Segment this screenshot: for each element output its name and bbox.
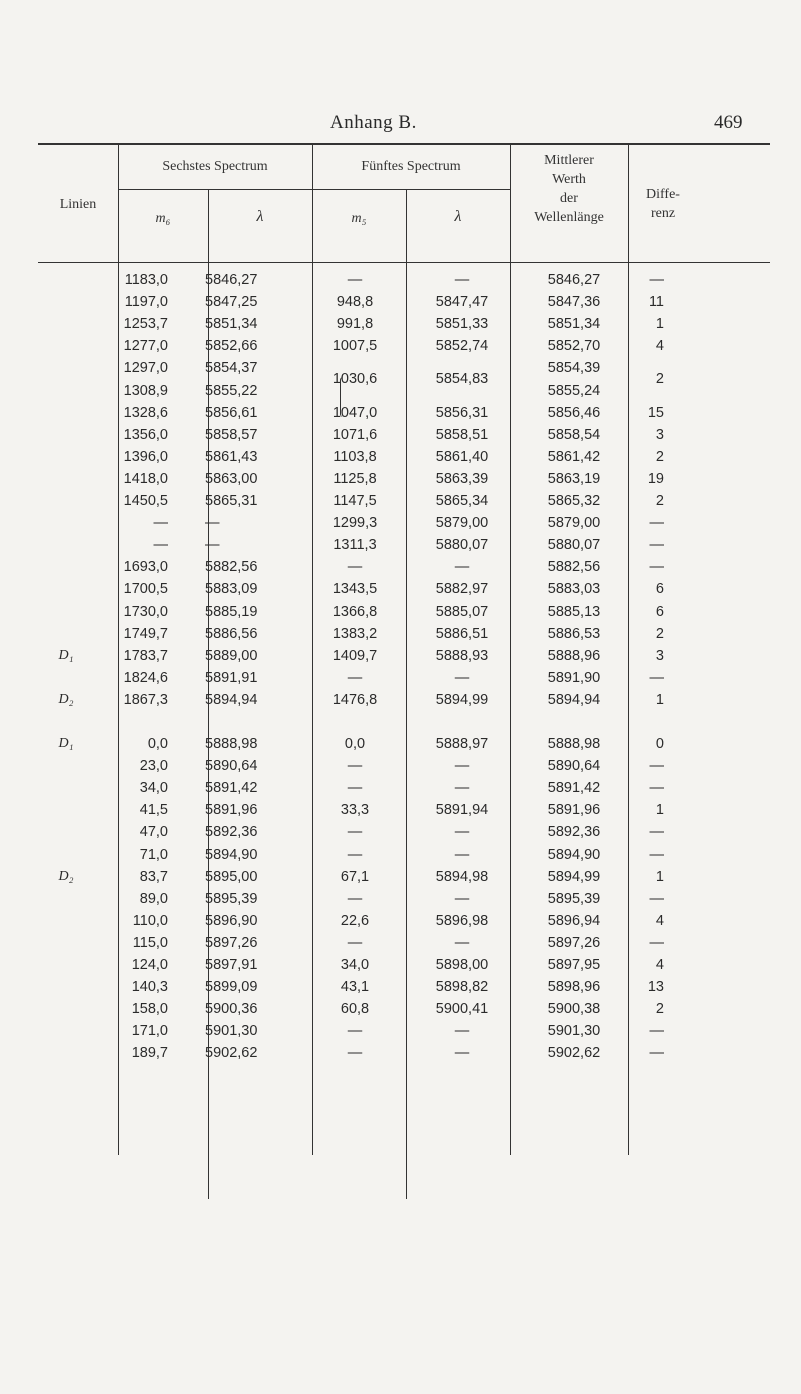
cell-m5: 1343,5 [332, 581, 378, 598]
cell-l6: — [205, 537, 220, 554]
cell-diff: 11 [648, 294, 664, 311]
header-mittlerer-line2: Werth [552, 172, 586, 187]
cell-l5: — [454, 846, 470, 863]
cell-l6: 5883,09 [205, 581, 258, 598]
cell-m6: 1418,0 [123, 470, 168, 487]
cell-m5: — [347, 1023, 363, 1040]
header-sechstes-spectrum: Sechstes Spectrum [162, 159, 268, 174]
cell-mean: 5895,39 [547, 890, 601, 907]
cell-l5: — [454, 824, 470, 841]
cell-mean: 5880,07 [547, 537, 601, 554]
cell-label [38, 998, 94, 1020]
cell-label [38, 910, 94, 932]
cell-label [38, 468, 94, 490]
cell-mean: 5896,94 [547, 912, 601, 929]
cell-m6: 1297,0 [123, 360, 168, 377]
cell-l5: — [454, 669, 470, 686]
cell-l6: 5902,62 [205, 1045, 258, 1062]
cell-m6: 158,0 [131, 1001, 168, 1018]
cell-l5: 5879,00 [435, 515, 489, 532]
cell-l6: 5900,36 [205, 1001, 258, 1018]
cell-label: D₁ [58, 647, 74, 663]
cell-l5: — [454, 780, 470, 797]
cell-diff: 6 [655, 603, 664, 620]
cell-label [38, 556, 94, 578]
cell-mean: 5858,54 [547, 426, 601, 443]
cell-l6: — [205, 515, 220, 532]
cell-m6: 1693,0 [123, 559, 168, 576]
cell-diff: 1 [655, 691, 664, 708]
cell-label [38, 844, 94, 866]
cell-l5: 5863,39 [435, 470, 489, 487]
vline-4 [406, 189, 407, 1199]
cell-m5: 1311,3 [333, 537, 377, 554]
header-m5-text: m₅ [351, 211, 367, 226]
cell-l6: 5858,57 [205, 426, 258, 443]
cell-m5: 1476,8 [332, 691, 378, 708]
cell-l6: 5889,00 [205, 647, 258, 664]
cell-label [38, 534, 94, 556]
cell-m6: 1328,6 [123, 404, 168, 421]
cell-m5: — [347, 272, 363, 288]
header-m5 [312, 209, 406, 228]
cell-m5: 1071,6 [332, 426, 378, 443]
cell-diff: 2 [655, 625, 664, 642]
cell-l6: 5846,27 [205, 272, 258, 288]
cell-l6: 5891,42 [205, 780, 258, 797]
cell-diff: 0 [655, 736, 664, 752]
cell-label [38, 335, 94, 357]
cell-label [38, 512, 94, 534]
cell-mean: 5854,39 [547, 360, 601, 377]
cell-m5: — [347, 1045, 363, 1062]
cell-l5: 5865,34 [435, 493, 489, 509]
cell-l5: 5891,94 [435, 802, 489, 819]
cell-m5: 43,1 [340, 979, 370, 996]
cell-m5: — [347, 559, 363, 576]
header-m6-text: m₆ [155, 211, 171, 226]
header-mittlerer-line1: Mittlerer [544, 153, 594, 168]
cell-m5 [318, 380, 392, 402]
cell-m5: — [347, 780, 363, 797]
subheader-rule [118, 189, 510, 190]
cell-label [38, 446, 94, 468]
cell-mean: 5851,34 [547, 316, 601, 333]
cell-m6: 34,0 [139, 780, 168, 797]
cell-mean: 5894,94 [547, 691, 601, 708]
cell-mean: 5846,27 [547, 272, 601, 288]
cell-m5: 1366,8 [332, 603, 378, 620]
cell-l6: 5886,56 [205, 625, 258, 642]
cell-diff: 4 [655, 338, 664, 355]
cell-m5: 1147,5 [333, 493, 377, 509]
cell-l6: 5895,00 [205, 868, 258, 885]
cell-m5: — [347, 669, 363, 686]
header-bottom-rule [38, 262, 770, 263]
cell-m6: 171,0 [131, 1023, 168, 1040]
cell-m5: 22,6 [340, 912, 370, 929]
cell-l5: — [454, 559, 470, 576]
cell-label [38, 402, 94, 424]
cell-l6: 5895,39 [205, 890, 258, 907]
cell-m6: 1396,0 [123, 448, 168, 465]
cell-label [38, 313, 94, 335]
cell-mean: 5879,00 [547, 515, 601, 532]
cell-diff [624, 380, 664, 402]
cell-l6: 5897,26 [205, 934, 258, 951]
cell-m6: 115,0 [132, 934, 168, 951]
cell-l6: 5896,90 [205, 912, 258, 929]
cell-l6: 5854,37 [205, 360, 258, 377]
cell-m5: 1007,5 [332, 338, 378, 355]
cell-l6: 5863,00 [205, 470, 258, 487]
cell-mean: 5888,98 [547, 736, 601, 752]
cell-diff: 2 [655, 448, 664, 465]
cell-m6: 71,0 [139, 846, 168, 863]
cell-l5: 5896,98 [435, 912, 489, 929]
cell-m6: — [153, 515, 168, 532]
cell-diff: — [649, 1045, 664, 1062]
cell-l5: 5858,51 [435, 426, 489, 443]
cell-l5: — [454, 758, 470, 775]
vline-5 [510, 145, 511, 1155]
cell-l5: 5852,74 [435, 338, 489, 355]
cell-m5: 0,0 [344, 736, 366, 752]
cell-l5: 5882,97 [435, 581, 489, 598]
cell-l6: 5856,61 [205, 404, 258, 421]
cell-mean: 5890,64 [547, 758, 601, 775]
cell-l5: 5847,47 [435, 294, 489, 311]
page-number: 469 [714, 112, 743, 133]
cell-l6: 5894,94 [205, 691, 258, 708]
cell-label [38, 1020, 94, 1042]
header-differenz [628, 185, 698, 223]
cell-diff: 15 [647, 404, 664, 421]
cell-diff: — [649, 559, 664, 576]
cell-l5: 5894,99 [435, 691, 489, 708]
header-mittlerer-line3: der [560, 191, 578, 206]
cell-diff: — [649, 1023, 664, 1040]
cell-diff: 4 [655, 912, 664, 929]
cell-label [38, 799, 94, 821]
cell-m5: — [347, 890, 363, 907]
cell-m6: 41,5 [139, 802, 168, 819]
cell-diff: 1 [655, 868, 664, 885]
cell-m6: 83,7 [139, 868, 168, 885]
cell-m6: 1183,0 [124, 272, 168, 288]
cell-m6: — [153, 537, 168, 554]
cell-m5: 991,8 [336, 316, 374, 333]
cell-label [38, 578, 94, 600]
cell-diff: — [649, 515, 664, 532]
header-lambda5-text: λ [454, 208, 462, 225]
cell-l5 [416, 380, 508, 402]
cell-mean: 5897,95 [547, 957, 601, 973]
cell-m6: 1749,7 [123, 625, 168, 642]
cell-m5: — [347, 824, 363, 841]
spectrum-table [38, 143, 770, 1173]
cell-label [38, 490, 94, 512]
cell-diff: 3 [655, 426, 664, 443]
cell-l6: 5851,34 [205, 316, 258, 333]
cell-mean: 5891,90 [547, 669, 601, 686]
cell-m6: 1730,0 [123, 603, 168, 620]
cell-diff: 13 [647, 979, 664, 996]
cell-m6: 1253,7 [123, 316, 168, 333]
cell-l5: 5900,41 [435, 1001, 489, 1018]
cell-m5: — [347, 934, 363, 951]
cell-m5: — [347, 758, 363, 775]
cell-l5: 5885,07 [435, 603, 489, 620]
cell-m6: 124,0 [131, 957, 168, 973]
cell-diff: 1 [655, 316, 664, 333]
cell-mean: 5863,19 [547, 470, 601, 487]
cell-label [38, 291, 94, 313]
cell-label [38, 269, 94, 291]
cell-diff: 2 [655, 1001, 664, 1018]
header-differenz-line1: Diffe- [646, 187, 680, 202]
cell-m6: 1450,5 [123, 493, 168, 509]
cell-m5: 1030,6 [332, 371, 378, 388]
cell-mean: 5856,46 [547, 404, 601, 421]
cell-m5: 34,0 [340, 957, 370, 973]
cell-label: D₁ [58, 736, 74, 751]
cell-label [38, 380, 94, 402]
cell-l6: 5888,98 [205, 736, 258, 752]
cell-m5: 67,1 [340, 868, 370, 885]
cell-diff: — [649, 824, 664, 841]
cell-diff: — [649, 669, 664, 686]
cell-m5: 1125,8 [333, 470, 377, 487]
cell-m6: 1783,7 [123, 647, 168, 664]
cell-l5: — [454, 1045, 470, 1062]
cell-l5: 5888,97 [435, 736, 489, 752]
page-header [0, 112, 801, 142]
cell-m5: 60,8 [340, 1001, 370, 1018]
cell-diff: 19 [647, 470, 664, 487]
cell-mean: 5900,38 [547, 1001, 601, 1018]
cell-label [38, 1042, 94, 1064]
cell-m6: 1700,5 [123, 581, 168, 598]
cell-m6: 0,0 [147, 736, 168, 752]
cell-mean: 5888,96 [547, 647, 601, 664]
header-linien: Linien [59, 197, 97, 212]
cell-label [38, 954, 94, 976]
cell-mean: 5898,96 [547, 979, 601, 996]
cell-m6: 1308,9 [123, 382, 168, 399]
cell-mean: 5901,30 [547, 1023, 601, 1040]
cell-label [38, 357, 94, 379]
cell-m6: 189,7 [131, 1045, 168, 1062]
cell-m5: 33,3 [340, 802, 370, 819]
cell-l5: 5880,07 [435, 537, 489, 554]
cell-label [38, 888, 94, 910]
cell-l6: 5891,91 [205, 669, 258, 686]
cell-label: D₂ [58, 691, 74, 707]
cell-diff: 3 [655, 647, 664, 664]
header-mittlerer-line4: Wellenlänge [534, 210, 604, 225]
cell-m6: 1277,0 [123, 338, 168, 355]
header-lambda5 [406, 207, 510, 226]
cell-mean: 5897,26 [547, 934, 601, 951]
running-head: Anhang B. [330, 112, 417, 133]
cell-diff: 6 [655, 581, 664, 598]
cell-mean: 5852,70 [547, 338, 601, 355]
cell-mean: 5885,13 [547, 603, 601, 620]
cell-l6: 5899,09 [205, 979, 258, 996]
cell-m6: 23,0 [139, 758, 168, 775]
cell-l6: 5897,91 [205, 957, 258, 973]
cell-mean: 5894,99 [547, 868, 601, 885]
cell-l6: 5891,96 [205, 802, 258, 819]
cell-mean: 5847,36 [547, 294, 601, 311]
cell-mean: 5861,42 [547, 448, 601, 465]
header-fuenftes-spectrum: Fünftes Spectrum [361, 159, 461, 174]
cell-l5: — [454, 890, 470, 907]
cell-label [38, 777, 94, 799]
cell-mean: 5891,96 [547, 802, 601, 819]
cell-l6: 5901,30 [205, 1023, 258, 1040]
cell-l5: 5898,82 [435, 979, 489, 996]
cell-l5: 5861,40 [435, 448, 489, 465]
cell-mean: 5882,56 [547, 559, 601, 576]
cell-l6: 5847,25 [205, 294, 258, 311]
cell-l5: — [454, 272, 470, 288]
cell-diff: — [649, 537, 664, 554]
header-differenz-line2: renz [650, 206, 676, 221]
cell-diff: 4 [655, 957, 664, 973]
cell-diff: 2 [655, 493, 664, 509]
cell-l5: 5854,83 [435, 371, 489, 388]
cell-diff: — [649, 272, 664, 288]
cell-diff: — [649, 780, 664, 797]
cell-m6: 140,3 [131, 979, 168, 996]
cell-l5: 5898,00 [435, 957, 489, 973]
header-mittlerer-werth [510, 151, 628, 227]
cell-mean: 5883,03 [547, 581, 601, 598]
cell-diff: — [649, 758, 664, 775]
cell-label [38, 667, 94, 689]
cell-m5: 1383,2 [332, 625, 378, 642]
cell-l5: — [454, 934, 470, 951]
cell-label [38, 623, 94, 645]
cell-diff: 1 [655, 802, 664, 819]
cell-diff: — [649, 846, 664, 863]
cell-mean: 5894,90 [547, 846, 601, 863]
cell-l6: 5852,66 [205, 338, 258, 355]
cell-mean: 5892,36 [547, 824, 601, 841]
cell-m6: 1356,0 [123, 426, 168, 443]
cell-label [38, 601, 94, 623]
vline-3 [312, 145, 313, 1155]
cell-m6: 1197,0 [124, 294, 168, 311]
cell-l6: 5892,36 [205, 824, 258, 841]
cell-m6: 47,0 [139, 824, 168, 841]
cell-m5: 1047,0 [332, 404, 378, 421]
cell-l5: — [454, 1023, 470, 1040]
cell-m6: 1867,3 [123, 691, 168, 708]
cell-l6: 5861,43 [205, 448, 258, 465]
cell-m5: 1299,3 [332, 515, 378, 532]
cell-l6: 5882,56 [205, 559, 258, 576]
cell-mean: 5855,24 [547, 382, 601, 399]
cell-m5: — [347, 846, 363, 863]
header-lambda6 [208, 207, 312, 226]
cell-mean: 5886,53 [547, 625, 601, 642]
cell-m6: 89,0 [139, 890, 168, 907]
cell-label [38, 821, 94, 843]
cell-l5: 5894,98 [435, 868, 489, 885]
header-lambda6-text: λ [256, 208, 264, 225]
cell-l6: 5855,22 [205, 382, 258, 399]
cell-m6: 1824,6 [123, 669, 168, 686]
cell-diff: — [649, 934, 664, 951]
cell-mean: 5865,32 [547, 493, 601, 509]
cell-l5: 5888,93 [435, 647, 489, 664]
cell-diff: 2 [655, 371, 664, 388]
cell-m5: 1409,7 [332, 647, 378, 664]
cell-label [38, 755, 94, 777]
cell-l6: 5865,31 [205, 493, 258, 509]
cell-mean: 5902,62 [547, 1045, 601, 1062]
cell-mean: 5891,42 [547, 780, 601, 797]
cell-diff: — [649, 890, 664, 907]
cell-l6: 5885,19 [205, 603, 258, 620]
cell-m5: 1103,8 [333, 448, 377, 465]
top-rule [38, 143, 770, 145]
cell-label [38, 976, 94, 998]
cell-label [38, 424, 94, 446]
cell-label [38, 932, 94, 954]
cell-label: D₂ [58, 868, 74, 884]
cell-l5: 5886,51 [435, 625, 489, 642]
cell-l5: 5856,31 [435, 404, 489, 421]
cell-m5: 948,8 [336, 294, 374, 311]
header-m6 [118, 209, 208, 228]
cell-l6: 5890,64 [205, 758, 258, 775]
cell-l5: 5851,33 [435, 316, 489, 333]
cell-m6: 110,0 [132, 912, 168, 929]
cell-l6: 5894,90 [205, 846, 258, 863]
